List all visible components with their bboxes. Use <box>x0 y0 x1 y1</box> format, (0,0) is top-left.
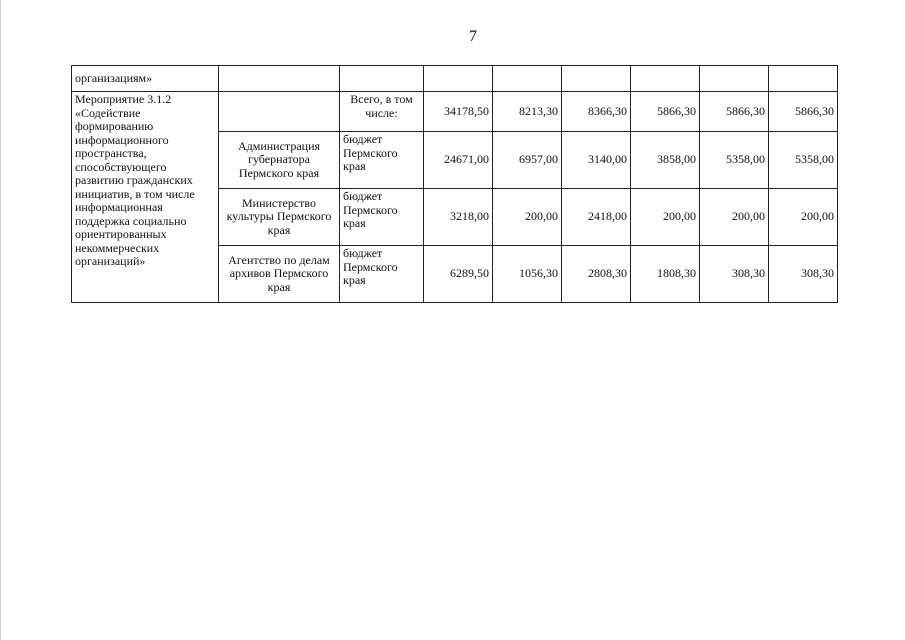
value-cell: 3218,00 <box>424 189 493 246</box>
value-cell: 24671,00 <box>424 132 493 189</box>
source-cell: бюджет Пермского края <box>340 189 424 246</box>
table-row-continued <box>72 66 838 92</box>
executor-cell: Администрация губернатора Пермского края <box>219 132 340 189</box>
value-cell: 34178,50 <box>424 92 493 132</box>
value-cell: 5358,00 <box>769 132 838 189</box>
page-number: 7 <box>469 28 477 45</box>
executor-cell: Агентство по делам архивов Пермского края <box>219 246 340 303</box>
budget-table <box>71 65 838 303</box>
value-cell: 1056,30 <box>493 246 562 303</box>
source-cell: бюджет Пермского края <box>340 132 424 189</box>
value-cell: 200,00 <box>493 189 562 246</box>
value-cell: 6289,50 <box>424 246 493 303</box>
value-cell: 5866,30 <box>700 92 769 132</box>
executor-cell: Министерство культуры Пермского края <box>219 189 340 246</box>
page-edge <box>0 0 1 640</box>
value-cell: 1808,30 <box>631 246 700 303</box>
source-cell: Всего, в том числе: <box>340 92 424 132</box>
value-cell: 8366,30 <box>562 92 631 132</box>
source-cell: бюджет Пермского края <box>340 246 424 303</box>
value-cell: 308,30 <box>769 246 838 303</box>
value-cell: 2418,00 <box>562 189 631 246</box>
value-cell: 5866,30 <box>631 92 700 132</box>
value-cell: 200,00 <box>700 189 769 246</box>
value-cell: 308,30 <box>700 246 769 303</box>
value-cell: 200,00 <box>769 189 838 246</box>
value-cell: 2808,30 <box>562 246 631 303</box>
activity-name-continued: организациям» <box>72 66 219 92</box>
value-cell: 3140,00 <box>562 132 631 189</box>
value-cell: 6957,00 <box>493 132 562 189</box>
value-cell: 3858,00 <box>631 132 700 189</box>
value-cell: 200,00 <box>631 189 700 246</box>
table-row-total <box>72 92 838 132</box>
executor-cell <box>219 92 340 132</box>
value-cell: 5358,00 <box>700 132 769 189</box>
value-cell: 5866,30 <box>769 92 838 132</box>
value-cell: 8213,30 <box>493 92 562 132</box>
activity-name: Мероприятие 3.1.2 «Содействие формированию информационного пространства, способствующего развитию гражданских инициатив, в том числе информационная поддержка социально ориентированных некоммерческих организаций» <box>72 92 219 303</box>
